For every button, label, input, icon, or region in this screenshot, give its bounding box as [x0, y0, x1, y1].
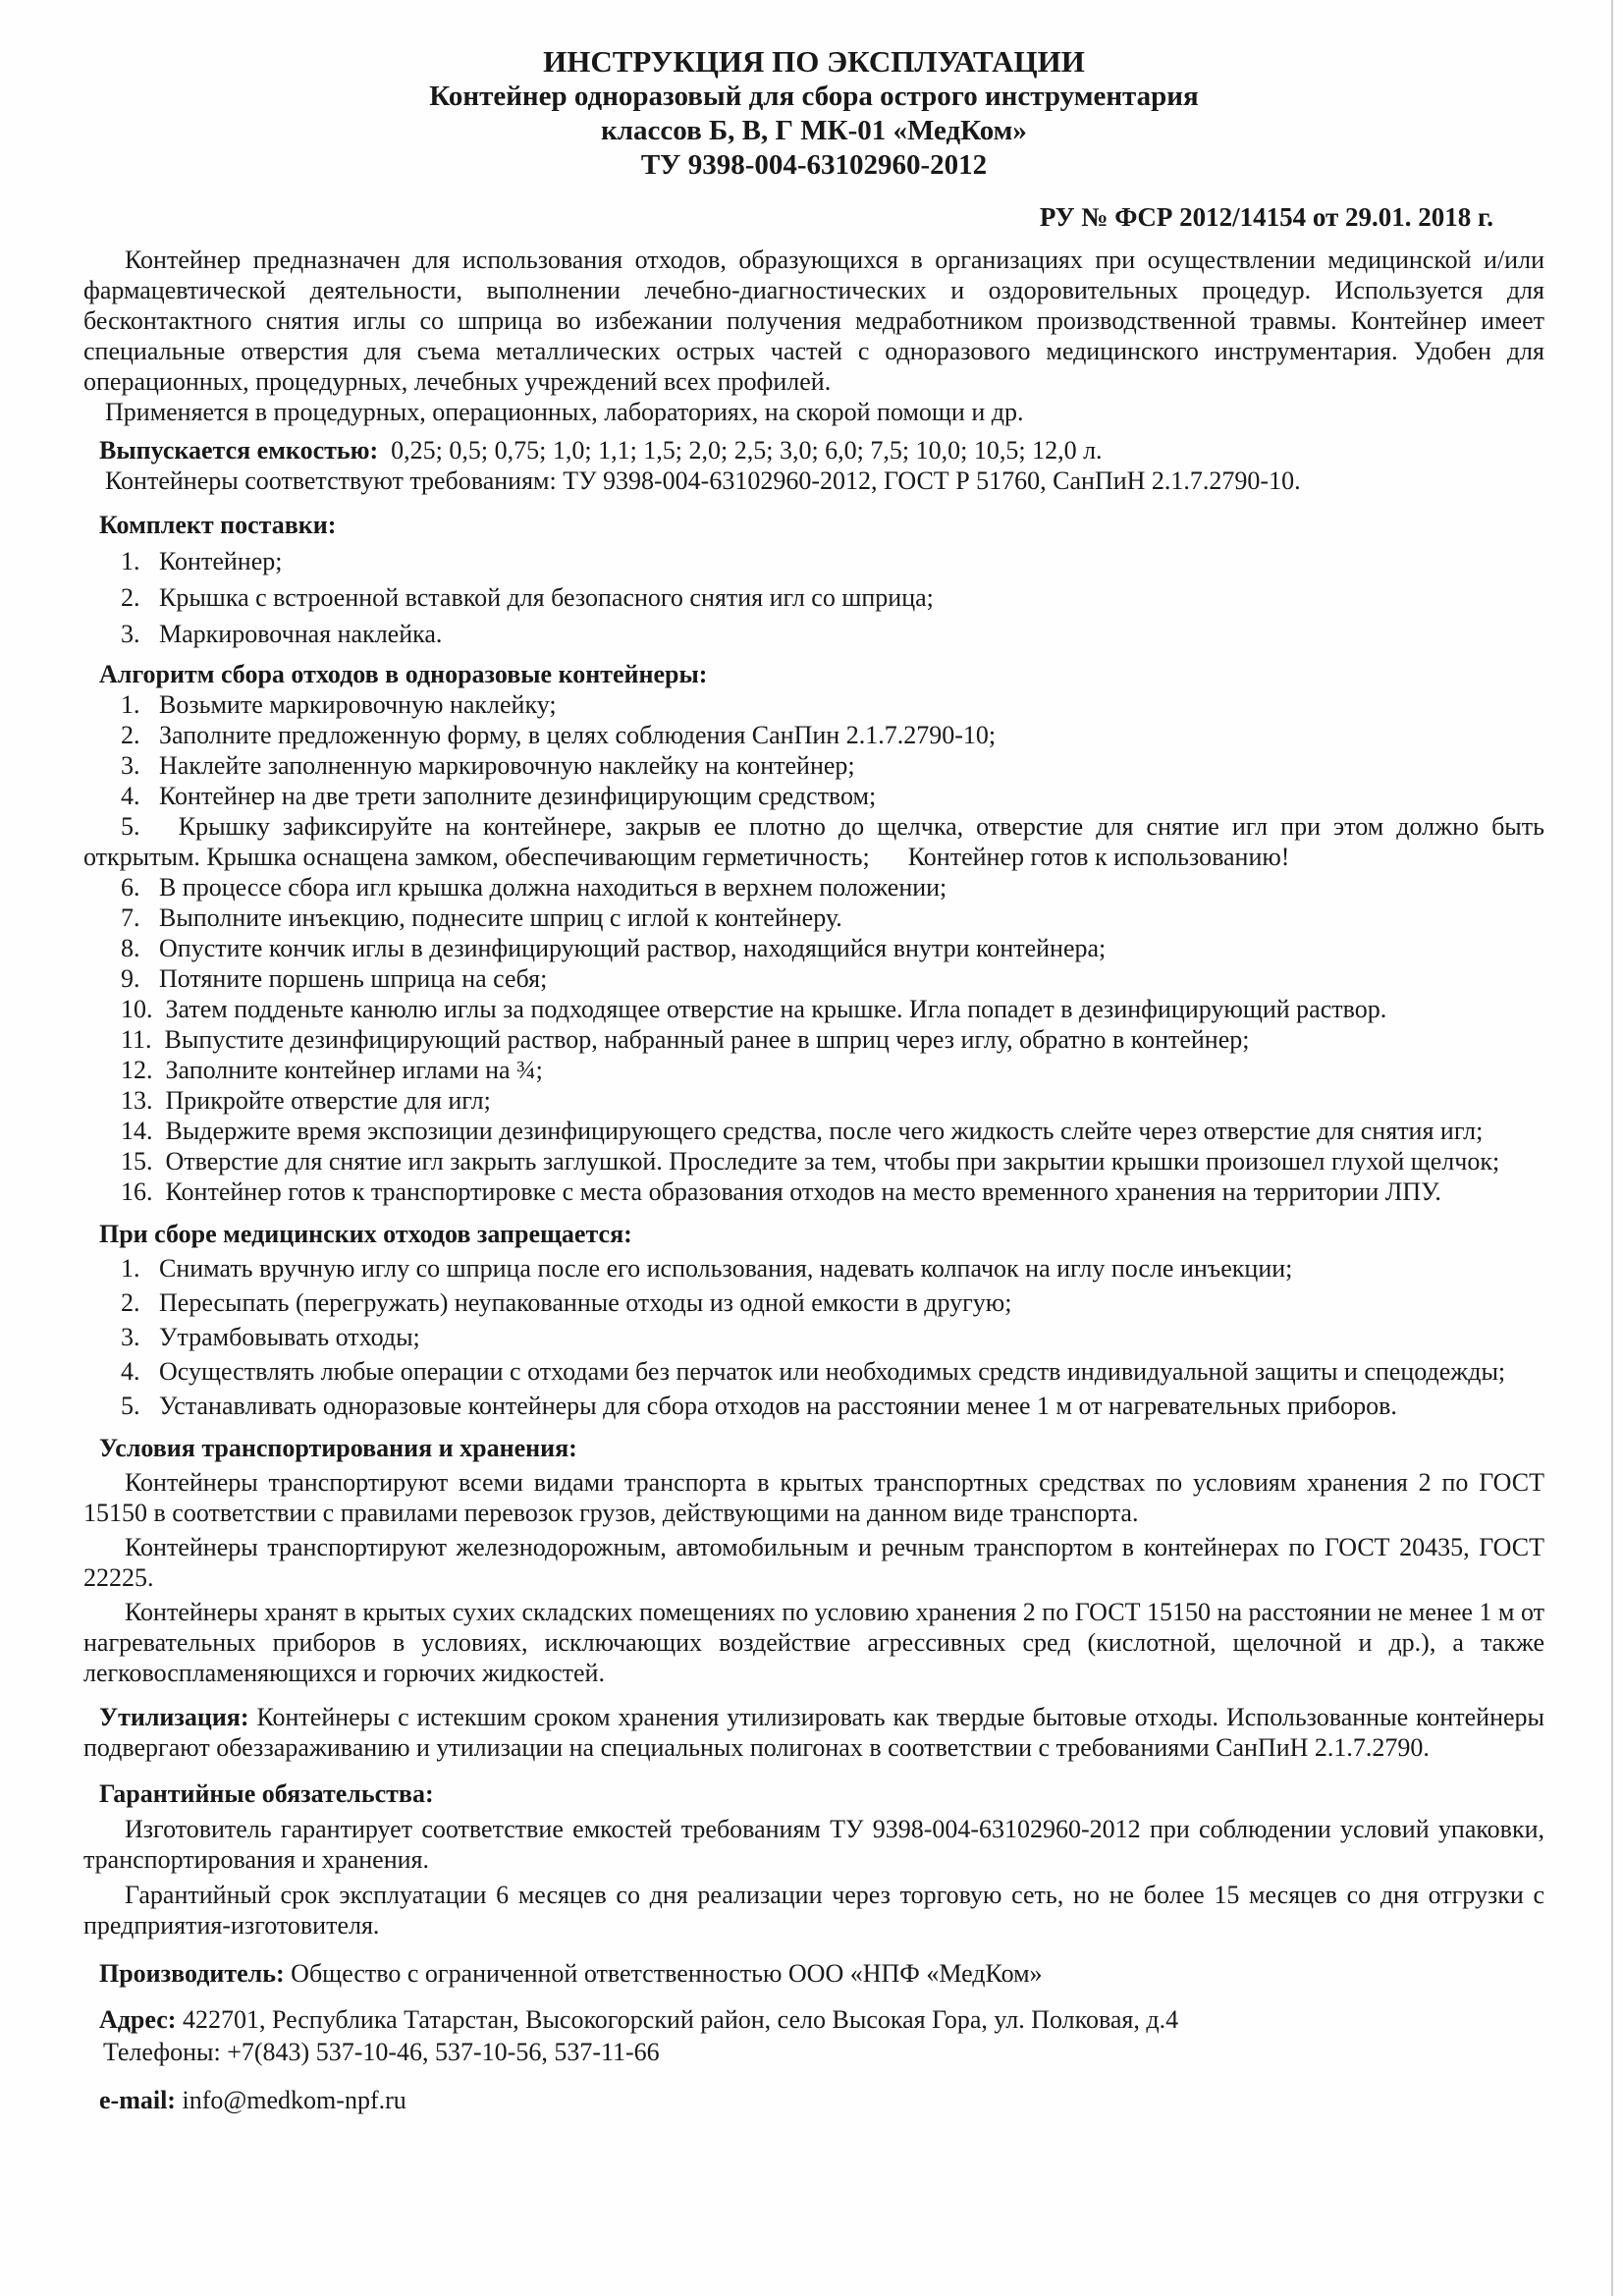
registration-number: РУ № ФСР 2012/14154 от 29.01. 2018 г.	[1039, 202, 1493, 232]
disposal-text: Контейнеры с истекшим сроком хранения утилизировать как твердые бытовые отходы. Использованные контейнеры подвергают обеззараживанию и утилизации на специальных полигонах в соответствии с требованиями СанПиН 2.1.7.2790.	[83, 1703, 1544, 1762]
phones-value: +7(843) 537-10-46, 537-10-56, 537-11-66	[220, 2038, 660, 2066]
document-content	[83, 43, 1544, 2115]
disposal-paragraph	[83, 1702, 1544, 1763]
doc-title: ИНСТРУКЦИЯ ПО ЭКСПЛУАТАЦИИ	[543, 44, 1085, 79]
algorithm-step: 8. Опустите кончик иглы в дезинфицирующий раствор, находящийся внутри контейнера;	[121, 934, 1107, 962]
algorithm-step: 5. Крышку зафиксируйте на контейнере, закрыв ее плотно до щелчка, отверстие для снятие игл при этом должно быть открытым. Крышка оснащена замком, обеспечивающим герметичность; Контейнер готов к использованию!	[83, 812, 1544, 871]
manufacturer-label: Производитель:	[99, 1959, 285, 1988]
transport-paragraph: Контейнеры транспортируют всеми видами транспорта в крытых транспортных средствах по условиям хранения 2 по ГОСТ 15150 в соответствии с правилами перевозок грузов, действующими на данном виде транспорта.	[83, 1468, 1544, 1527]
disposal-label: Утилизация:	[99, 1703, 249, 1731]
address-value: 422701, Республика Татарстан, Высокогорский район, село Высокая Гора, ул. Полковая, д.4	[176, 2005, 1179, 2034]
prohibited-item: 3. Утрамбовывать отходы;	[121, 1323, 420, 1351]
prohibited-item: 2. Пересыпать (перегружать) неупакованные отходы из одной емкости в другую;	[121, 1288, 1012, 1317]
intro-paragraph: Контейнер предназначен для использования отходов, образующихся в организациях при осуществлении медицинской и/или фармацевтической деятельности, выполнении лечебно-диагностических и оздоровительных процедур. Используется для бесконтактного снятия иглы со шприца во избежании получения медработником производственной травмы. Контейнер имеет специальные отверстия для съема металлических острых частей с одноразового медицинского инструментария. Удобен для операционных, процедурных, лечебных учреждений всех профилей.	[83, 246, 1544, 396]
address-label: Адрес:	[99, 2005, 177, 2034]
algorithm-step: 16. Контейнер готов к транспортировке с места образования отходов на место временного хранения на территории ЛПУ.	[121, 1177, 1441, 1206]
algorithm-step: 11. Выпустите дезинфицирующий раствор, набранный ранее в шприц через иглу, обратно в контейнер;	[121, 1025, 1250, 1054]
kit-item: 2. Крышка с встроенной вставкой для безопасного снятия игл со шприца;	[121, 583, 934, 612]
algorithm-heading: Алгоритм сбора отходов в одноразовые контейнеры:	[99, 660, 708, 688]
algorithm-step: 7. Выполните инъекцию, поднесите шприц с иглой к контейнеру.	[121, 903, 842, 932]
capacity-values: 0,25; 0,5; 0,75; 1,0; 1,1; 1,5; 2,0; 2,5; 3,0; 6,0; 7,5; 10,0; 10,5; 12,0 л.	[378, 436, 1103, 465]
kit-item: 3. Маркировочная наклейка.	[121, 620, 443, 648]
algorithm-step: 14. Выдержите время экспозиции дезинфицирующего средства, после чего жидкость слейте через отверстие для снятия игл;	[121, 1117, 1484, 1145]
doc-subtitle-line2: классов Б, В, Г МК-01 «МедКом»	[601, 115, 1027, 146]
scan-edge-line	[1611, 0, 1613, 2296]
warranty-paragraph: Изготовитель гарантирует соответствие емкостей требованиям ТУ 9398-004-63102960-2012 при соблюдении условий упаковки, транспортирования и хранения.	[83, 1815, 1544, 1874]
prohibited-heading: При сборе медицинских отходов запрещается:	[99, 1220, 632, 1248]
prohibited-item: 4. Осуществлять любые операции с отходами без перчаток или необходимых средств индивидуальной защиты и спецодежды;	[121, 1357, 1506, 1386]
application-line: Применяется в процедурных, операционных, лабораториях, на скорой помощи и др.	[105, 398, 1024, 426]
email-label: e-mail:	[99, 2086, 176, 2114]
address-line	[83, 2004, 1544, 2035]
capacity-line	[83, 435, 1544, 465]
algorithm-step: 3. Наклейте заполненную маркировочную наклейку на контейнер;	[121, 751, 855, 780]
algorithm-step: 10. Затем подденьте канюлю иглы за подходящее отверстие на крышке. Игла попадет в дезинфицирующий раствор.	[121, 995, 1387, 1023]
kit-heading: Комплект поставки:	[99, 511, 337, 539]
algorithm-step: 12. Заполните контейнер иглами на ¾;	[121, 1056, 543, 1084]
algorithm-step: 15. Отверстие для снятие игл закрыть заглушкой. Проследите за тем, чтобы при закрытии крышки произошел глухой щелчок;	[121, 1147, 1500, 1175]
algorithm-step: 1. Возьмите маркировочную наклейку;	[121, 690, 557, 719]
manufacturer-line	[83, 1958, 1544, 1989]
prohibited-item: 5. Устанавливать одноразовые контейнеры для сбора отходов на расстоянии менее 1 м от нагревательных приборов.	[121, 1392, 1397, 1420]
algorithm-step: 4. Контейнер на две трети заполните дезинфицирующим средством;	[121, 782, 877, 810]
capacity-label: Выпускается емкостью:	[99, 436, 379, 465]
compliance-line: Контейнеры соответствуют требованиям: ТУ 9398-004-63102960-2012, ГОСТ Р 51760, СанПиН 2.1.7.2790-10.	[105, 466, 1301, 495]
email-value: info@medkom-npf.ru	[175, 2086, 406, 2114]
algorithm-step: 13. Прикройте отверстие для игл;	[121, 1086, 491, 1115]
warranty-heading: Гарантийные обязательства:	[99, 1779, 434, 1808]
phones-line	[83, 2037, 1544, 2067]
warranty-paragraph: Гарантийный срок эксплуатации 6 месяцев со дня реализации через торговую сеть, но не более 15 месяцев со дня отгрузки с предприятия-изготовителя.	[83, 1881, 1544, 1940]
storage-paragraph: Контейнеры хранят в крытых сухих складских помещениях по условию хранения 2 по ГОСТ 15150 на расстоянии не менее 1 м от нагревательных приборов в условиях, исключающих воздействие агрессивных сред (кислотной, щелочной и др.), а также легковоспламеняющихся и горючих жидкостей.	[83, 1598, 1544, 1687]
algorithm-step: 6. В процессе сбора игл крышка должна находиться в верхнем положении;	[121, 873, 947, 902]
algorithm-step: 2. Заполните предложенную форму, в целях соблюдения СанПин 2.1.7.2790-10;	[121, 721, 997, 749]
prohibited-item: 1. Снимать вручную иглу со шприца после его использования, надевать колпачок на иглу после инъекции;	[121, 1254, 1293, 1283]
kit-item: 1. Контейнер;	[121, 547, 283, 575]
phones-label: Телефоны:	[103, 2038, 221, 2066]
doc-tu-number: ТУ 9398-004-63102960-2012	[640, 149, 988, 181]
manufacturer-name: Общество с ограниченной ответственностью ООО «НПФ «МедКом»	[284, 1959, 1043, 1988]
doc-subtitle-line1: Контейнер одноразовый для сбора острого инструментария	[429, 81, 1199, 112]
email-line	[83, 2085, 1544, 2115]
transport-paragraph: Контейнеры транспортируют железнодорожным, автомобильным и речным транспортом в контейнерах по ГОСТ 20435, ГОСТ 22225.	[83, 1533, 1544, 1592]
transport-heading: Условия транспортирования и хранения:	[99, 1434, 577, 1462]
algorithm-step: 9. Потяните поршень шприца на себя;	[121, 964, 548, 993]
